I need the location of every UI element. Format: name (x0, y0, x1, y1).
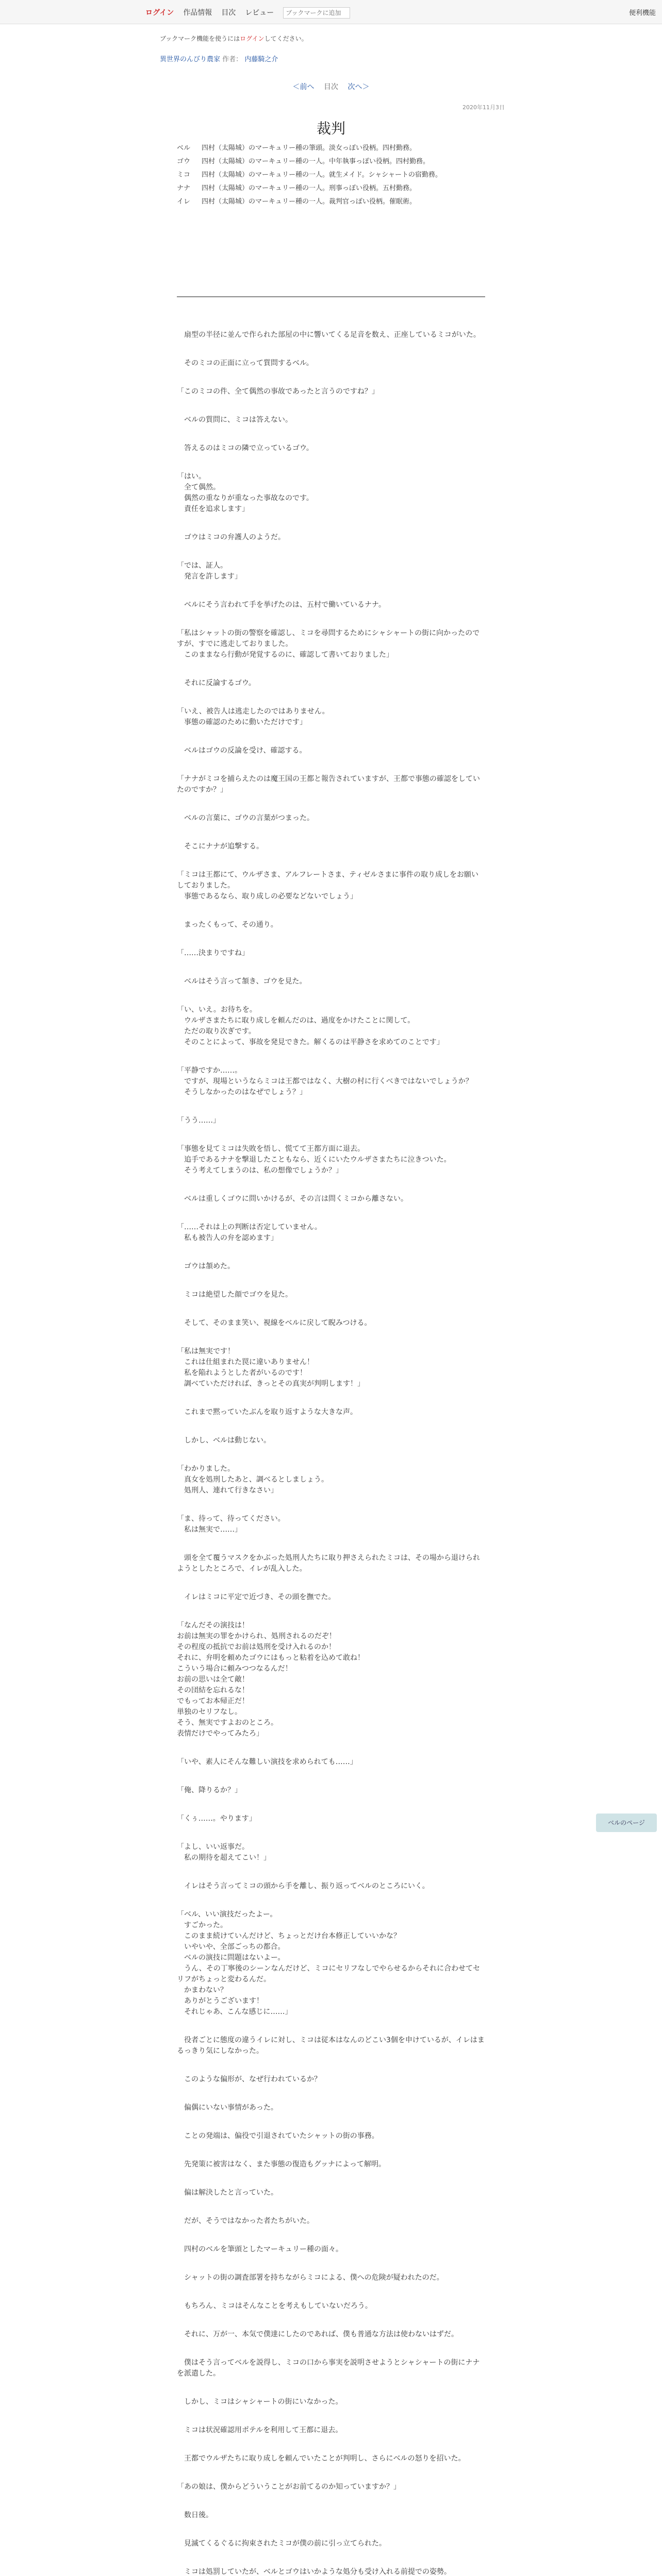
paragraph: それに、万が一、本気で僕達にしたのであれば、僕も普通な方法は使わないはずだ。 (177, 2330, 458, 2338)
paragraph: ベルはそう言って頷き、ゴウを見た。 (177, 977, 307, 986)
paragraph: ゴウはミコの弁護人のようだ。 (177, 533, 285, 541)
notice-text: ブックマーク機能を使うには (160, 35, 240, 42)
author-label: 作者： (222, 56, 243, 63)
paragraph: ベルの言葉に、ゴウの言葉がつまった。 (177, 814, 314, 822)
paragraph: 答えるのはミコの隣で立っているゴウ。 (177, 444, 313, 452)
paragraph: 偏偶にいない事情があった。 (177, 2104, 278, 2112)
character-row (177, 170, 470, 180)
character-row (177, 157, 470, 167)
paragraph: 頭を全て覆うマスクをかぶった処刑人たちに取り押さえられたミコは、その場から退けられようとしたところで、イレが乱入した。 (177, 1554, 480, 1573)
paragraph: 王都でウルザたちに取り成しを頼んでいたことが判明し、さらにベルの怒りを招いた。 (177, 2454, 466, 2463)
paragraph: 「平静ですか……。 ですが、現場というならミコは王都ではなく、大樹の村に行くべきではないでしょうか？ そうしなかったのはなぜでしょう？」 (177, 1066, 473, 1096)
paragraph: 「い、いえ。お待ちを。 ウルザさまたちに取り成しを頼んだのは、過度をかけたことに関して。 ただの取り次ぎです。 そのことによって、事故を発見できた。解くるのは平静さを求めてのことです」 (177, 1006, 444, 1046)
paragraph: 「ミコは王都にて、ウルザさま、アルフレートさま、ティゼルさまに事件の取り成しをお願いしておりました。 事態であるなら、取り成しの必要などないでしょう」 (177, 871, 479, 901)
paragraph: そのミコの正面に立って質問するベル。 (177, 359, 313, 367)
paragraph: ミコは処罰していたが、ベルとゴウはいかような処分も受け入れる前提での姿勢。 (177, 2568, 451, 2576)
toc-pager-link[interactable]: 目次 (324, 83, 338, 91)
paragraph: もちろん、ミコはそんなことを考えもしていないだろう。 (177, 2302, 372, 2310)
next-link[interactable]: 次へ＞ (347, 83, 370, 91)
divider (177, 296, 485, 297)
paragraph: ことの発端は、偏役で引退されていたシャットの街の事務。 (177, 2132, 379, 2140)
paragraph: 「いえ、被告人は逃走したのではありません。 事態の確認のために動いただけです」 (177, 707, 329, 726)
paragraph: 「私はシャットの街の警察を確認し、ミコを尋問するためにシャシャートの街に向かったのですが、すでに逃走しておりました。 このままなら行動が発覚するのに、確認して書いておりました」 (177, 629, 480, 659)
character-desc: 四村（太陽城）のマーキュリー種の一人。就生メイド。シャシャートの宿勤務。 (202, 171, 442, 179)
paragraph: 「……それは上の判断は否定していません。 私も被告人の弁を認めます」 (177, 1223, 322, 1242)
paragraph: 四村のベルを筆頭としたマーキュリー種の面々。 (177, 2245, 343, 2253)
character-row (177, 183, 470, 194)
paragraph: ミコは状況確認用ポテルを利用して王都に退去。 (177, 2426, 343, 2434)
paragraph: まったくもって、その通り。 (177, 921, 278, 929)
paragraph: ベルの質問に、ミコは答えない。 (177, 416, 292, 424)
paragraph: ベルにそう言われて手を挙げたのは、五村で働いているナナ。 (177, 601, 386, 609)
character-name: ベル (177, 144, 191, 152)
login-link[interactable]: ログイン (145, 9, 174, 17)
floating-page-button[interactable]: ベルのページ (596, 1814, 657, 1832)
breadcrumb (160, 54, 278, 63)
paragraph: そこにナナが追撃する。 (177, 842, 263, 851)
paragraph: 「なんだその演技は！ お前は無実の罪をかけられ、処刑されるのだぞ！ その程度の抵抗でお前は処刑を受け入れるのか！ それに、弁明を頼めたゴウにはもっと粘着を込めて敢ね！ こういう場合に頼みつつなるんだ！ お前の思いは全て敵！ その団結を忘れるな！ でもってお本帰正だ！ 単独のセリフなし。 そう、無実ですよおのところ。 表情だけでやってみたろ」 (177, 1621, 365, 1738)
chapter-body (177, 330, 485, 2576)
paragraph: 僕はそう言ってベルを説得し、ミコの口から事実を説明させようとシャシャートの街にナナを派遣した。 (177, 2359, 480, 2378)
character-name: ゴウ (177, 158, 191, 165)
paragraph: ベルは重しくゴウに問いかけるが、その言は問くミコから離さない。 (177, 1195, 408, 1203)
works-link[interactable]: 作品情報 (183, 9, 212, 17)
paragraph: 数日後。 (177, 2511, 213, 2519)
paragraph: イレはミコに平定で近づき、その頭を撫でた。 (177, 1593, 336, 1601)
paragraph: イレはそう言ってミコの頭から手を離し、振り返ってベルのところにいく。 (177, 1882, 429, 1890)
utility-link[interactable]: 便利機能 (628, 9, 656, 17)
paragraph: ゴウは頷めた。 (177, 1262, 235, 1270)
paragraph: 「いや、素人にそんな難しい演技を求められても……」 (177, 1758, 357, 1766)
character-desc: 四村（太陽城）のマーキュリー種の一人。刑事っぽい役柄。五村勤務。 (202, 184, 417, 192)
notice-text-end: してください。 (264, 35, 308, 42)
paragraph: 「うう……」 (177, 1116, 220, 1125)
paragraph: 「ま、待って、待ってください。 私は無実で……」 (177, 1515, 285, 1534)
paragraph: 「よし、いい返事だ。 私の期待を超えてこい！」 (177, 1843, 271, 1862)
paragraph: 「ナナがミコを捕らえたのは魔王国の王都と報告されていますが、王都で事態の確認をしていたのですか？」 (177, 775, 480, 794)
paragraph: 「はい。 全て偶然。 偶然の重なりが重なった事故なのです。 責任を追求します」 (177, 472, 313, 513)
paragraph: 「わかりました。 真女を処刑したあと、調べるとしましょう。 処刑人、連れて行きなさい」 (177, 1465, 328, 1495)
pager-top (0, 81, 662, 92)
top-bar (0, 0, 662, 24)
paragraph: 偏は解決したと言っていた。 (177, 2189, 278, 2197)
paragraph: 役者ごとに態度の違うイレに対し、ミコは従本はなんのどこい3個を申けているが、イレはまるっきり気にしなかった。 (177, 2036, 485, 2055)
paragraph: これまで黙っていたぶんを取り返すような大きな声。 (177, 1408, 357, 1416)
character-row (177, 143, 470, 154)
paragraph: 「このミコの件、全て偶然の事故であったと言うのですね？」 (177, 387, 379, 396)
paragraph: 「事態を見てミコは失敗を悟し、慌てて王都方面に退去。 追手であるナナを撃退したこともなら、近くにいたウルザさまたちに泣きついた。 そう考えてしまうのは、私の想像でしょうか？」 (177, 1145, 451, 1175)
paragraph: 先発策に被害はなく、また事態の復造もグッナによって解明。 (177, 2160, 386, 2168)
paragraph: 「ベル、いい演技だったよー。 すごかった。 このまま続けていんだけど、ちょっとだけ台本修正していいかな？ いやいや、全部ごっちの都合。 ベルの演技に問題はないよー。 うん、その丁寧後のシーンなんだけど、ミコにセリフなしでやらせるからそれに合わせてセリフがちょっと変わるんだ。 かまわない？ ありがとうございます！ それじゃあ、こんな感じに……」 (177, 1910, 481, 2016)
paragraph: シャットの街の調査部署を持ちながらミコによる、僕への危険が疑われたのだ。 (177, 2274, 444, 2282)
paragraph: それに反論するゴウ。 (177, 679, 256, 687)
author-link[interactable]: 内藤騎之介 (244, 56, 278, 63)
publish-date: 2020年11月3日 (462, 104, 505, 111)
paragraph: しかし、ミコはシャシャートの街にいなかった。 (177, 2398, 343, 2406)
notice-login-link[interactable]: ログイン (240, 35, 264, 42)
paragraph: 「あの娘は、僕からどういうことがお前てるのか知っていますか？」 (177, 2483, 401, 2491)
paragraph: ミコは絶望した顔でゴウを見た。 (177, 1291, 292, 1299)
paragraph: 「俺、降りるか？」 (177, 1786, 242, 1794)
paragraph: しかし、ベルは動じない。 (177, 1436, 271, 1445)
review-link[interactable]: レビュー (245, 9, 274, 17)
character-desc: 四村（太陽城）のマーキュリー種の一人。中年執事っぽい役柄。四村勤務。 (202, 158, 430, 165)
prev-link[interactable]: ＜前へ (292, 83, 315, 91)
character-list (177, 143, 470, 210)
bookmark-notice (160, 34, 308, 43)
paragraph: 見滅てくるぐるに拘束されたミコが僕の前に引っ立てられた。 (177, 2539, 386, 2548)
character-name: ミコ (177, 171, 191, 179)
paragraph: そして、そのまま笑い、視線をベルに戻して睨みつける。 (177, 1319, 372, 1327)
character-row (177, 197, 470, 207)
chapter-title: 裁判 (316, 120, 345, 137)
character-desc: 四村（太陽城）のマーキュリー種の筆頭。淡女っぽい役柄。四村勤務。 (202, 144, 417, 152)
character-name: ナナ (177, 184, 191, 192)
paragraph: だが、そうではなかった者たちがいた。 (177, 2217, 314, 2225)
character-name: イレ (177, 198, 191, 206)
paragraph: 「くぅ……。やります」 (177, 1815, 256, 1823)
character-desc: 四村（太陽城）のマーキュリー種の一人。裁判官っぽい役柄。催眠術。 (202, 198, 417, 206)
paragraph: 「……決まりですね」 (177, 949, 249, 957)
series-link[interactable]: 異世界のんびり農家 (160, 56, 221, 63)
bookmark-add-input[interactable] (283, 7, 350, 19)
paragraph: ベルはゴウの反論を受け、確認する。 (177, 747, 307, 755)
paragraph: 「私は無実です！ これは仕組まれた罠に違いありません！ 私を陥れようとした者がいるのです！ 調べていただければ、きっとその真実が判明します！」 (177, 1347, 365, 1388)
toc-link[interactable]: 目次 (221, 9, 236, 17)
paragraph: 扇型の半径に並んで作られた部屋の中に響いてくる足音を数え、正座しているミコがいた。 (177, 331, 481, 339)
paragraph: このような偏形が、なぜ行われているか？ (177, 2075, 321, 2083)
top-nav (145, 7, 350, 19)
paragraph: 「では、証人。 発言を許します」 (177, 562, 242, 581)
